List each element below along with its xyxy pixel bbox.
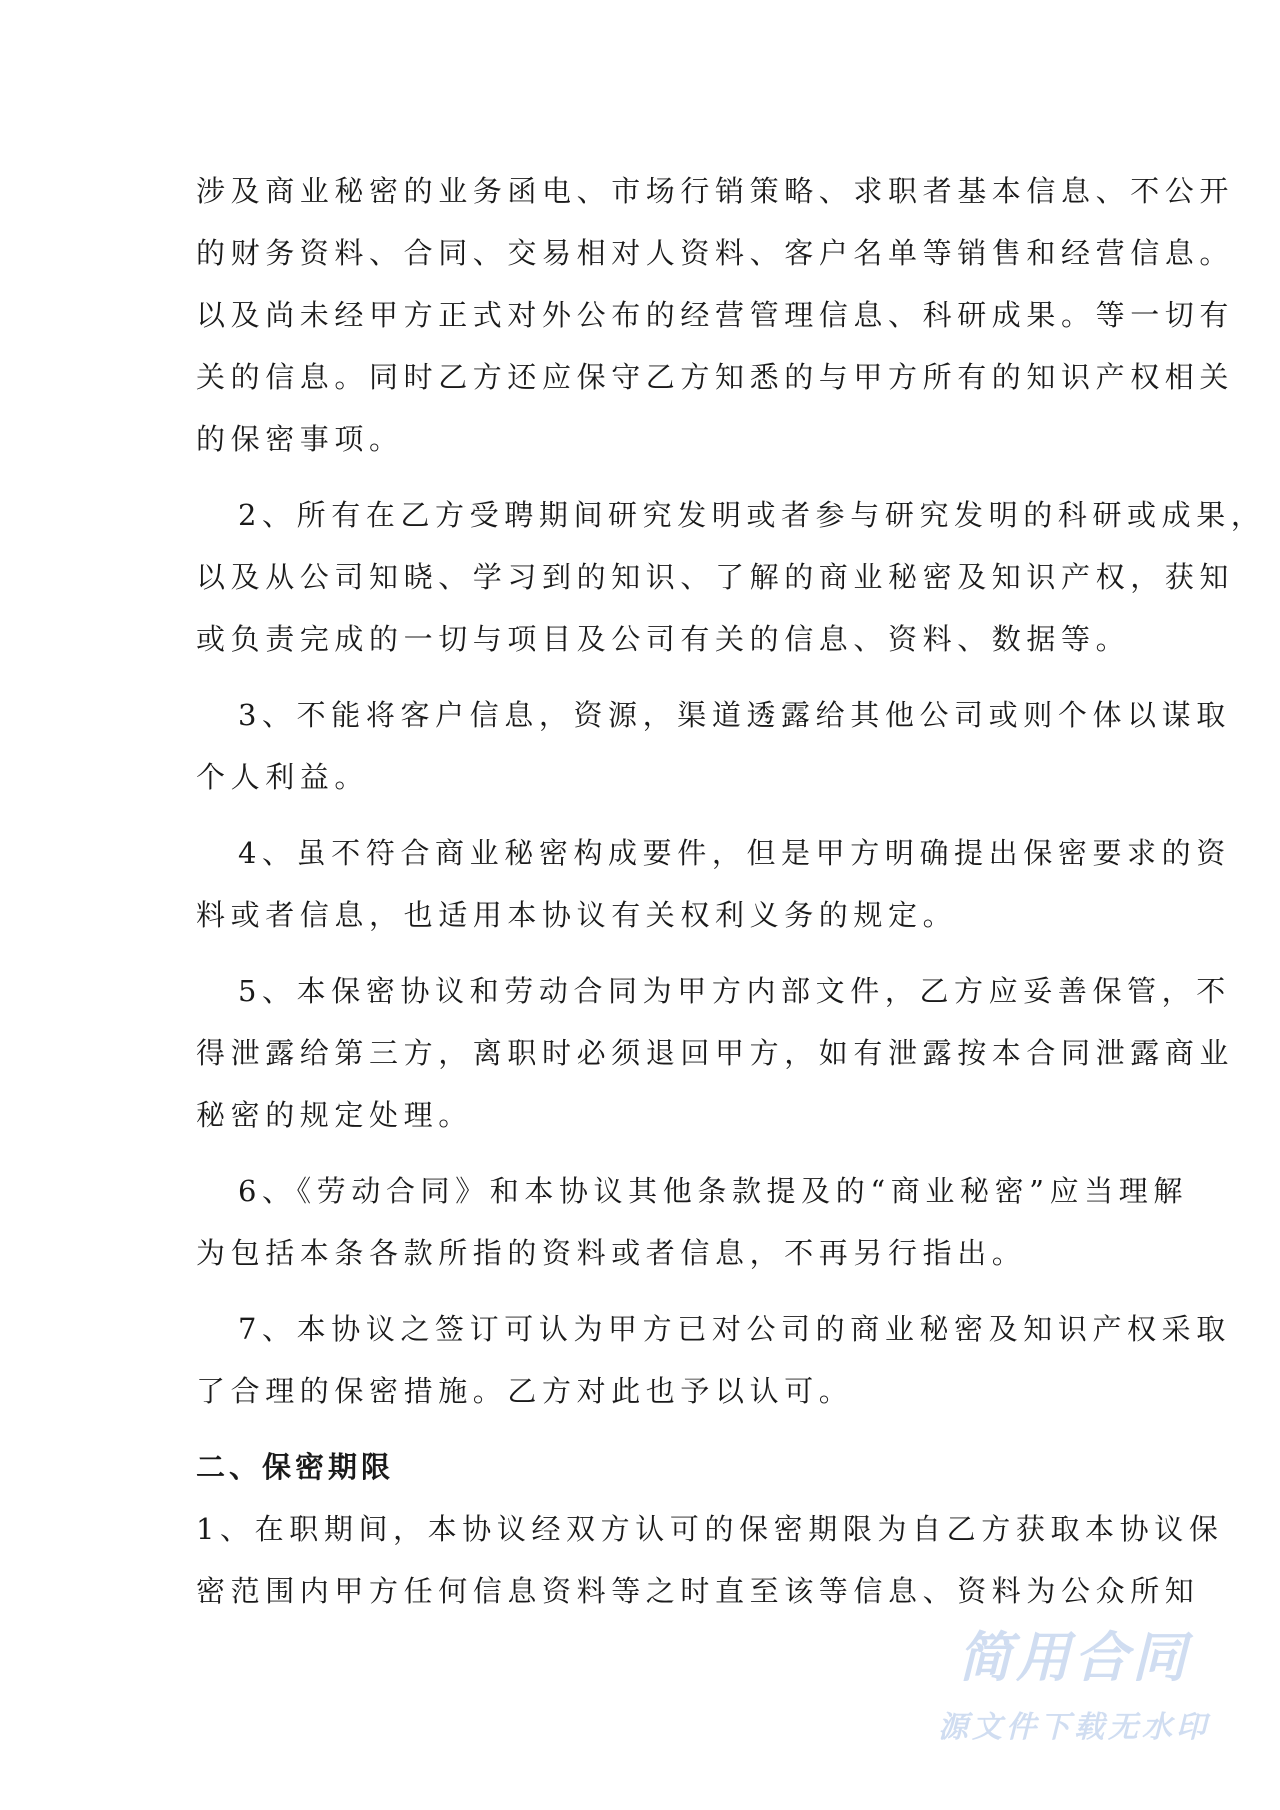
clause-5 [196, 960, 1235, 1146]
watermark-title: 简用合同 [958, 1626, 1190, 1689]
clause-7 [196, 1298, 1231, 1422]
text-line: 4、虽不符合商业秘密构成要件，但是甲方明确提出保密要求的资 [238, 836, 1231, 870]
text-line: 以及从公司知晓、学习到的知识、了解的商业秘密及知识产权，获知 [196, 560, 1235, 594]
text-line: 涉及商业秘密的业务函电、市场行销策略、求职者基本信息、不公开 [196, 174, 1235, 208]
clause-6 [196, 1160, 1189, 1284]
text-line: 1、在职期间，本协议经双方认可的保密期限为自乙方获取本协议保 [196, 1512, 1224, 1546]
text-line: 料或者信息，也适用本协议有关权利义务的规定。 [196, 898, 958, 932]
clause-2 [196, 484, 1266, 670]
section-heading: 二、保密期限 [196, 1450, 395, 1484]
section-confidentiality-period [196, 1436, 1224, 1622]
text-line: 的保密事项。 [196, 422, 404, 456]
text-line: 6、《劳动合同》和本协议其他条款提及的“商业秘密”应当理解 [238, 1174, 1189, 1208]
text-line: 秘密的规定处理。 [196, 1098, 473, 1132]
watermark-subtitle: 源文件下载无水印 [938, 1710, 1210, 1745]
text-line: 为包括本条各款所指的资料或者信息，不再另行指出。 [196, 1236, 1027, 1270]
text-line: 7、本协议之签订可认为甲方已对公司的商业秘密及知识产权采取 [238, 1312, 1231, 1346]
text-line: 3、不能将客户信息，资源，渠道透露给其他公司或则个体以谋取 [238, 698, 1231, 732]
text-line: 2、所有在乙方受聘期间研究发明或者参与研究发明的科研或成果， [238, 498, 1266, 532]
text-line: 关的信息。同时乙方还应保守乙方知悉的与甲方所有的知识产权相关 [196, 360, 1235, 394]
document-page [196, 160, 1266, 1622]
clause-4 [196, 822, 1231, 946]
text-line: 得泄露给第三方，离职时必须退回甲方，如有泄露按本合同泄露商业 [196, 1036, 1235, 1070]
paragraph-continuation [196, 160, 1235, 470]
text-line: 个人利益。 [196, 760, 370, 794]
clause-3 [196, 684, 1231, 808]
text-line: 的财务资料、合同、交易相对人资料、客户名单等销售和经营信息。 [196, 236, 1235, 270]
text-line: 或负责完成的一切与项目及公司有关的信息、资料、数据等。 [196, 622, 1131, 656]
text-line: 了合理的保密措施。乙方对此也予以认可。 [196, 1374, 854, 1408]
text-line: 以及尚未经甲方正式对外公布的经营管理信息、科研成果。等一切有 [196, 298, 1235, 332]
text-line: 密范围内甲方任何信息资料等之时直至该等信息、资料为公众所知 [196, 1574, 1200, 1608]
watermark-logo [938, 1626, 1210, 1750]
text-line: 5、本保密协议和劳动合同为甲方内部文件，乙方应妥善保管，不 [238, 974, 1231, 1008]
